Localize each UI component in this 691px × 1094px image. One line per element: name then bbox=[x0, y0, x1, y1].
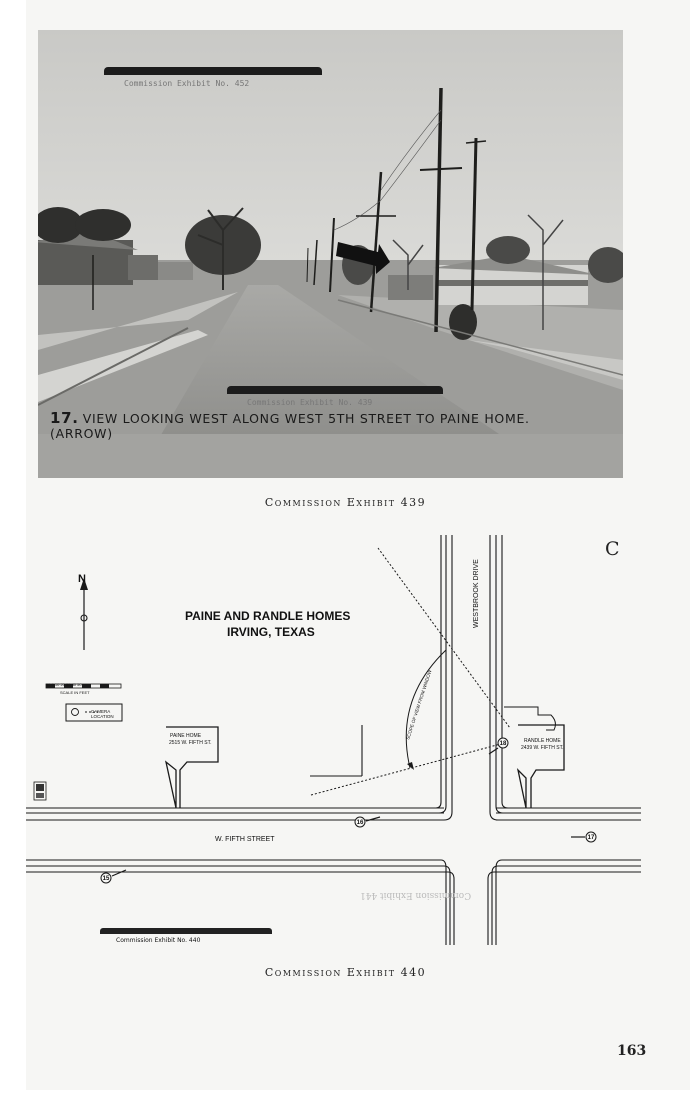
westbrook-drive-label: WESTBROOK DRIVE bbox=[473, 559, 480, 628]
photo-top-label-text: Commission Exhibit No. 452 bbox=[124, 79, 250, 88]
exhibit-440-title: Commission Exhibit 440 bbox=[264, 966, 427, 979]
faint-reverse-stamp: Commission Exhibit 441 bbox=[360, 890, 472, 900]
exhibit-439-title: Commission Exhibit 439 bbox=[264, 496, 427, 509]
photo-bottom-exhibit-label bbox=[227, 386, 443, 410]
randle-home-label: RANDLE HOME bbox=[524, 738, 561, 744]
corner-letter: C bbox=[605, 538, 620, 560]
marker-16: 16 bbox=[356, 820, 364, 826]
caption-number: 17. bbox=[50, 409, 79, 427]
scale-label: SCALE IN FEET bbox=[60, 690, 90, 695]
paine-home-address: 2515 W. FIFTH ST. bbox=[169, 740, 212, 746]
marker-18: 18 bbox=[499, 741, 507, 747]
fifth-street-label: W. FIFTH STREET bbox=[215, 836, 275, 843]
marker-15: 15 bbox=[102, 876, 110, 882]
photo-bottom-label-text: Commission Exhibit No. 439 bbox=[247, 398, 373, 407]
scale-ticks: 10 0 10 20 30 40 50 bbox=[46, 682, 82, 687]
caption-text: VIEW LOOKING WEST ALONG WEST 5TH STREET TO PAINE HOME. (ARROW) bbox=[50, 411, 530, 441]
camera-location-label: CAMERA LOCATION bbox=[91, 709, 114, 719]
photo-top-exhibit-label bbox=[104, 67, 322, 91]
scope-of-view-label: SCOPE OF VIEW FROM WINDOW bbox=[405, 669, 433, 741]
map-title: PAINE AND RANDLE HOMES bbox=[185, 609, 351, 623]
exhibit-440-stamp bbox=[100, 928, 272, 944]
north-indicator: N bbox=[78, 573, 86, 585]
map-subtitle: IRVING, TEXAS bbox=[227, 625, 315, 639]
paine-home-label: PAINE HOME bbox=[170, 733, 202, 739]
randle-home-address: 2439 W. FIFTH ST. bbox=[521, 745, 564, 751]
photo-caption bbox=[50, 411, 580, 441]
page-number: 163 bbox=[617, 1043, 647, 1059]
exhibit-440-stamp-text: Commission Exhibit No. 440 bbox=[116, 937, 201, 944]
marker-17: 17 bbox=[587, 835, 595, 841]
